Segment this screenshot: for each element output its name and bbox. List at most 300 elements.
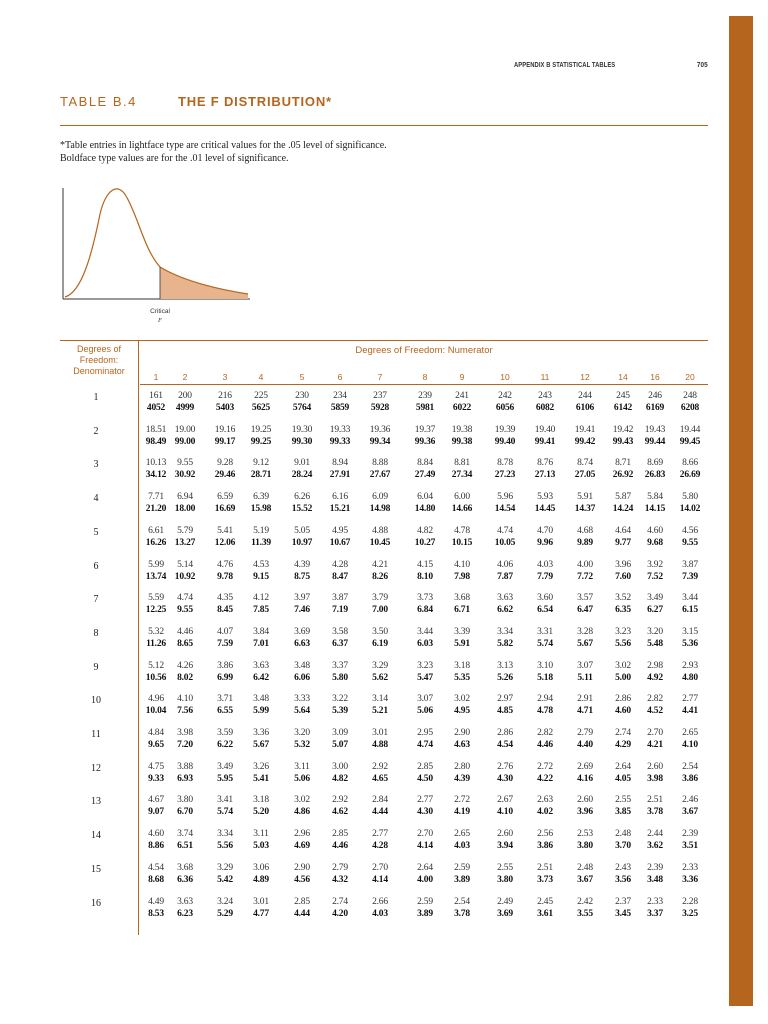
critical-value-05: 2.59 <box>417 896 433 907</box>
critical-value-05: 3.79 <box>372 593 388 604</box>
critical-value-05: 19.33 <box>329 424 351 435</box>
critical-value-05: 2.56 <box>537 829 553 840</box>
numerator-header: Degrees of Freedom: Numerator <box>355 345 493 356</box>
critical-value-01: 5.39 <box>332 706 348 717</box>
critical-value-01: 6208 <box>680 403 700 413</box>
critical-value-05: 2.90 <box>454 728 470 738</box>
critical-value-05: 3.00 <box>332 761 348 772</box>
critical-value-05: 8.81 <box>454 458 470 469</box>
row-label-df: 14 <box>91 830 101 842</box>
critical-value-05: 3.36 <box>253 728 269 738</box>
critical-value-01: 5.74 <box>537 638 553 649</box>
critical-value-05: 8.78 <box>497 458 513 469</box>
critical-value-05: 2.51 <box>537 862 553 873</box>
critical-value-05: 19.30 <box>291 424 313 435</box>
critical-value-01: 5.20 <box>253 807 269 818</box>
critical-value-05: 3.69 <box>294 626 310 637</box>
critical-value-01: 4.10 <box>682 740 698 750</box>
critical-value-05: 4.10 <box>454 559 470 570</box>
critical-value-05: 2.39 <box>682 829 698 840</box>
critical-value-05: 3.29 <box>372 660 388 671</box>
critical-value-05: 4.67 <box>148 795 164 806</box>
critical-value-01: 27.67 <box>369 470 391 481</box>
critical-value-05: 3.34 <box>217 829 233 840</box>
row-label-df: 5 <box>93 526 99 538</box>
critical-value-05: 4.06 <box>497 559 513 570</box>
critical-value-05: 3.01 <box>372 728 388 738</box>
critical-value-01: 14.66 <box>451 504 473 515</box>
table-top-rule <box>60 340 708 341</box>
critical-value-05: 19.42 <box>612 424 634 435</box>
critical-value-01: 14.15 <box>644 504 666 515</box>
critical-value-01: 11.26 <box>146 638 166 649</box>
critical-value-05: 3.09 <box>332 728 348 738</box>
critical-value-05: 3.58 <box>332 626 348 637</box>
critical-value-05: 4.75 <box>148 761 164 772</box>
critical-value-01: 8.45 <box>217 605 233 616</box>
critical-value-05: 3.33 <box>294 694 310 705</box>
critical-value-01: 3.45 <box>615 908 631 919</box>
critical-value-01: 10.15 <box>451 537 473 548</box>
critical-value-01: 6.15 <box>682 605 698 616</box>
critical-value-05: 9.01 <box>294 458 310 469</box>
critical-value-01: 4.60 <box>615 706 631 717</box>
critical-value-01: 14.80 <box>414 504 436 515</box>
critical-value-05: 2.82 <box>647 694 663 705</box>
critical-value-05: 3.49 <box>217 761 233 772</box>
critical-value-01: 4.86 <box>294 807 310 818</box>
row-label-df: 15 <box>91 863 101 875</box>
critical-value-05: 2.28 <box>682 896 698 907</box>
critical-value-01: 4.95 <box>454 706 470 717</box>
critical-value-01: 3.55 <box>577 908 593 919</box>
critical-value-05: 2.70 <box>417 829 433 840</box>
critical-value-05: 2.74 <box>615 728 631 738</box>
critical-value-01: 99.33 <box>329 436 351 447</box>
critical-value-05: 2.70 <box>372 862 388 873</box>
critical-value-01: 4.02 <box>537 807 553 818</box>
denominator-header-line: Freedom: <box>79 355 119 365</box>
critical-value-05: 2.70 <box>647 728 663 738</box>
critical-value-05: 5.05 <box>294 525 310 536</box>
column-header-df: 20 <box>685 372 695 382</box>
critical-value-05: 4.60 <box>647 525 663 536</box>
critical-value-01: 98.49 <box>145 436 167 447</box>
critical-value-01: 26.92 <box>612 470 634 481</box>
critical-value-01: 3.37 <box>647 908 663 919</box>
critical-value-01: 3.25 <box>682 908 698 919</box>
critical-value-05: 19.44 <box>679 424 701 435</box>
critical-value-05: 2.77 <box>417 795 433 806</box>
critical-value-05: 4.70 <box>537 525 553 536</box>
critical-value-05: 2.51 <box>647 795 663 806</box>
critical-value-05: 3.96 <box>615 559 631 570</box>
critical-value-01: 3.67 <box>577 874 593 885</box>
critical-value-01: 4.88 <box>372 740 388 750</box>
critical-value-01: 5.56 <box>615 638 631 649</box>
critical-value-01: 3.86 <box>537 841 553 852</box>
critical-value-05: 2.49 <box>497 896 513 907</box>
critical-value-05: 239 <box>418 391 432 401</box>
critical-value-01: 7.52 <box>647 571 663 582</box>
critical-value-05: 5.99 <box>148 559 164 570</box>
critical-value-01: 4.21 <box>647 740 663 750</box>
critical-value-01: 6056 <box>495 403 515 413</box>
critical-value-01: 28.24 <box>291 470 313 481</box>
critical-value-05: 3.02 <box>615 660 631 671</box>
critical-label: Critical <box>150 308 170 315</box>
critical-value-05: 8.69 <box>647 458 663 469</box>
critical-value-05: 19.37 <box>414 424 436 435</box>
critical-value-01: 5.80 <box>332 672 348 683</box>
critical-value-05: 3.60 <box>537 593 553 604</box>
column-header-df: 6 <box>337 372 343 382</box>
column-header-df: 14 <box>618 372 628 382</box>
critical-value-05: 2.46 <box>682 795 698 806</box>
critical-value-01: 3.89 <box>454 874 470 885</box>
critical-value-05: 243 <box>538 391 552 401</box>
critical-value-01: 6.47 <box>577 605 593 616</box>
critical-value-01: 4.54 <box>497 740 513 750</box>
critical-value-05: 2.74 <box>332 896 348 907</box>
row-label-df: 3 <box>93 459 99 471</box>
critical-value-05: 6.94 <box>177 492 193 503</box>
critical-value-05: 2.91 <box>577 694 593 705</box>
critical-value-01: 6022 <box>452 403 472 413</box>
critical-value-05: 2.66 <box>372 896 388 907</box>
critical-value-01: 4.30 <box>417 807 433 818</box>
column-header-df: 4 <box>258 372 264 382</box>
critical-value-01: 3.48 <box>647 874 663 885</box>
critical-value-05: 3.29 <box>217 862 233 873</box>
critical-value-05: 248 <box>683 391 697 401</box>
critical-value-01: 28.71 <box>250 470 272 481</box>
denominator-header <box>60 344 138 377</box>
critical-value-01: 4.28 <box>372 841 388 852</box>
critical-value-01: 10.45 <box>369 537 391 548</box>
critical-value-05: 4.64 <box>615 525 631 536</box>
critical-value-01: 4052 <box>146 403 166 413</box>
critical-value-05: 2.82 <box>537 728 553 738</box>
critical-region-fill <box>160 267 248 299</box>
row-label-df: 11 <box>91 729 101 740</box>
critical-value-01: 5.35 <box>454 672 470 683</box>
critical-value-05: 3.86 <box>217 660 233 671</box>
critical-value-05: 4.53 <box>253 559 269 570</box>
critical-value-01: 5.42 <box>217 874 233 885</box>
critical-value-05: 4.68 <box>577 525 593 536</box>
critical-value-05: 6.26 <box>294 492 310 503</box>
critical-value-01: 6.19 <box>372 638 388 649</box>
page-edge-color-bar <box>729 16 753 1006</box>
critical-value-05: 3.07 <box>417 694 433 705</box>
critical-value-01: 4.29 <box>615 740 631 750</box>
critical-value-01: 5.11 <box>577 672 593 683</box>
critical-value-01: 9.55 <box>682 537 698 548</box>
critical-value-01: 6.23 <box>177 908 193 919</box>
critical-value-05: 241 <box>455 391 469 401</box>
critical-value-01: 10.27 <box>414 537 436 548</box>
critical-value-05: 3.97 <box>294 593 310 604</box>
critical-value-01: 4.14 <box>417 841 433 852</box>
critical-value-01: 27.49 <box>414 470 436 481</box>
critical-value-05: 2.69 <box>577 761 593 772</box>
critical-value-05: 2.39 <box>647 862 663 873</box>
critical-value-05: 225 <box>254 391 268 401</box>
critical-value-05: 230 <box>295 391 309 401</box>
critical-value-01: 18.00 <box>174 504 196 515</box>
critical-value-01: 7.19 <box>332 605 348 616</box>
critical-value-01: 4.85 <box>497 706 513 717</box>
critical-value-01: 9.65 <box>148 740 164 750</box>
critical-value-01: 4.92 <box>647 672 663 683</box>
critical-value-01: 14.98 <box>369 504 391 515</box>
critical-value-01: 7.56 <box>177 706 193 717</box>
critical-value-01: 5.48 <box>647 638 663 649</box>
critical-value-05: 9.28 <box>217 458 233 469</box>
critical-value-05: 8.84 <box>417 458 433 469</box>
critical-value-05: 19.39 <box>494 424 516 435</box>
critical-value-05: 5.41 <box>217 525 233 536</box>
f-distribution-figure <box>60 184 250 330</box>
critical-value-05: 19.36 <box>369 424 391 435</box>
critical-value-01: 99.30 <box>291 436 313 447</box>
critical-value-05: 4.82 <box>417 525 433 536</box>
critical-value-01: 10.67 <box>329 537 351 548</box>
critical-value-05: 2.84 <box>372 795 388 806</box>
critical-value-01: 5859 <box>330 403 350 413</box>
critical-value-01: 6.37 <box>332 638 348 649</box>
critical-value-05: 3.98 <box>177 728 193 738</box>
critical-value-05: 3.87 <box>332 593 348 604</box>
critical-value-01: 26.83 <box>644 470 666 481</box>
critical-value-01: 7.46 <box>294 605 310 616</box>
title-rule <box>60 125 708 126</box>
critical-value-01: 4.39 <box>454 773 470 784</box>
critical-value-01: 7.00 <box>372 605 388 616</box>
critical-value-01: 99.45 <box>679 436 701 447</box>
critical-value-05: 3.23 <box>417 660 433 671</box>
row-label-df: 2 <box>93 425 99 437</box>
critical-value-05: 4.49 <box>148 896 164 907</box>
critical-value-01: 4.03 <box>372 908 388 919</box>
critical-value-05: 3.18 <box>454 660 470 671</box>
critical-value-05: 6.39 <box>253 492 269 503</box>
critical-value-01: 4.40 <box>577 740 593 750</box>
critical-value-05: 3.01 <box>253 896 269 907</box>
critical-value-01: 4.10 <box>497 807 513 818</box>
critical-value-01: 5764 <box>292 403 312 413</box>
critical-value-01: 34.12 <box>145 470 167 481</box>
critical-value-01: 4.63 <box>454 740 470 750</box>
critical-value-01: 27.13 <box>534 470 556 481</box>
critical-value-05: 2.85 <box>332 829 348 840</box>
critical-value-05: 3.18 <box>253 795 269 806</box>
critical-value-01: 9.07 <box>148 807 164 818</box>
critical-value-05: 2.64 <box>417 862 433 873</box>
critical-value-01: 7.60 <box>615 571 631 582</box>
critical-value-01: 9.77 <box>615 537 631 548</box>
critical-value-01: 8.02 <box>177 672 193 683</box>
row-label-df: 7 <box>93 594 99 606</box>
critical-value-01: 5.36 <box>682 638 698 649</box>
column-header-df: 16 <box>650 372 660 382</box>
critical-value-01: 4.52 <box>647 706 663 717</box>
critical-value-05: 3.20 <box>294 728 310 738</box>
critical-value-05: 3.80 <box>177 795 193 806</box>
critical-value-01: 8.26 <box>372 571 388 582</box>
critical-value-01: 5.64 <box>294 706 310 717</box>
critical-value-01: 99.42 <box>574 436 596 447</box>
critical-value-05: 8.66 <box>682 458 698 469</box>
critical-value-05: 3.63 <box>253 660 269 671</box>
critical-value-01: 4.22 <box>537 773 553 784</box>
critical-value-01: 9.96 <box>537 537 553 548</box>
critical-value-01: 6.55 <box>217 706 233 717</box>
critical-value-01: 6.22 <box>217 740 233 750</box>
critical-value-05: 3.28 <box>577 626 593 637</box>
critical-value-01: 3.51 <box>682 841 698 852</box>
critical-value-01: 14.02 <box>679 504 701 515</box>
critical-value-05: 2.44 <box>647 829 663 840</box>
critical-value-05: 216 <box>218 391 232 401</box>
column-header-df: 11 <box>540 372 550 382</box>
critical-value-01: 8.10 <box>417 571 433 582</box>
critical-value-05: 3.63 <box>177 896 193 907</box>
critical-value-05: 3.06 <box>253 862 269 873</box>
critical-value-01: 27.91 <box>329 470 351 481</box>
critical-value-01: 4.05 <box>615 773 631 784</box>
row-label-df: 4 <box>93 493 99 505</box>
critical-value-01: 7.72 <box>577 571 593 582</box>
critical-value-05: 3.07 <box>577 660 593 671</box>
critical-value-01: 99.44 <box>644 436 666 447</box>
critical-value-01: 6.03 <box>417 638 433 649</box>
critical-value-01: 10.56 <box>145 672 167 683</box>
critical-label-f: F <box>158 317 162 324</box>
critical-value-05: 5.96 <box>497 492 513 503</box>
critical-value-01: 7.87 <box>497 571 513 582</box>
critical-value-01: 99.41 <box>534 436 556 447</box>
critical-value-01: 27.23 <box>494 470 516 481</box>
critical-value-05: 3.22 <box>332 694 348 705</box>
critical-value-05: 3.87 <box>682 559 698 570</box>
critical-value-01: 7.20 <box>177 740 193 750</box>
critical-value-01: 9.33 <box>148 773 164 784</box>
row-label-df: 9 <box>93 661 99 673</box>
critical-value-01: 4.03 <box>454 841 470 852</box>
critical-value-01: 7.85 <box>253 605 269 616</box>
critical-value-01: 4.62 <box>332 807 348 818</box>
critical-value-05: 4.60 <box>148 829 164 840</box>
critical-value-05: 2.42 <box>577 896 593 907</box>
critical-value-05: 2.65 <box>682 728 698 738</box>
critical-value-05: 4.03 <box>537 559 553 570</box>
critical-value-05: 2.86 <box>497 728 513 738</box>
critical-value-01: 9.55 <box>177 605 193 616</box>
critical-value-05: 3.49 <box>647 593 663 604</box>
critical-value-05: 2.59 <box>454 862 470 873</box>
critical-value-01: 6.63 <box>294 638 310 649</box>
critical-value-05: 5.32 <box>148 626 164 637</box>
critical-value-01: 5.03 <box>253 841 269 852</box>
column-header-df: 3 <box>222 372 228 382</box>
critical-value-01: 14.37 <box>574 504 596 515</box>
critical-value-05: 2.43 <box>615 862 631 873</box>
critical-value-01: 9.89 <box>577 537 593 548</box>
critical-value-01: 6106 <box>575 403 595 413</box>
critical-value-05: 2.80 <box>454 761 470 772</box>
critical-value-05: 3.37 <box>332 660 348 671</box>
critical-value-05: 10.13 <box>145 458 167 469</box>
critical-value-05: 8.74 <box>577 458 593 469</box>
critical-value-01: 5.67 <box>577 638 593 649</box>
running-head-title: APPENDIX B STATISTICAL TABLES <box>514 60 616 69</box>
critical-value-05: 3.52 <box>615 593 631 604</box>
critical-value-05: 3.59 <box>217 728 233 738</box>
critical-value-01: 6.54 <box>537 605 553 616</box>
column-header-df: 5 <box>299 372 305 382</box>
critical-value-05: 8.71 <box>615 458 631 469</box>
critical-value-05: 3.11 <box>253 829 269 840</box>
critical-value-01: 5.62 <box>372 672 388 683</box>
critical-value-05: 5.59 <box>148 593 164 604</box>
critical-value-01: 7.79 <box>537 571 553 582</box>
critical-value-05: 9.55 <box>177 458 193 469</box>
critical-value-01: 4.16 <box>577 773 593 784</box>
f-distribution-curve <box>65 189 248 297</box>
critical-value-01: 6.62 <box>497 605 513 616</box>
critical-value-05: 3.13 <box>497 660 513 671</box>
column-header-df: 7 <box>377 372 383 382</box>
critical-value-01: 5.07 <box>332 740 348 750</box>
critical-value-01: 5.06 <box>417 706 433 717</box>
column-header-df: 12 <box>580 372 590 382</box>
critical-value-01: 4.44 <box>294 908 310 919</box>
critical-value-05: 2.79 <box>577 728 593 738</box>
critical-value-05: 3.11 <box>294 761 310 772</box>
critical-value-01: 99.43 <box>612 436 634 447</box>
denominator-header-line: Degrees of <box>76 344 122 354</box>
critical-value-01: 99.00 <box>174 436 196 447</box>
critical-value-01: 3.98 <box>647 773 663 784</box>
critical-value-05: 3.24 <box>217 896 233 907</box>
critical-value-05: 6.61 <box>148 525 164 536</box>
row-label-df: 6 <box>93 560 99 572</box>
critical-value-01: 16.69 <box>214 504 236 515</box>
critical-value-05: 2.97 <box>497 694 513 705</box>
critical-value-05: 8.94 <box>332 458 348 469</box>
critical-value-05: 4.21 <box>372 559 388 570</box>
critical-value-05: 3.63 <box>497 593 513 604</box>
critical-value-01: 10.04 <box>145 706 167 717</box>
critical-value-01: 6.35 <box>615 605 631 616</box>
critical-value-05: 2.94 <box>537 694 553 705</box>
critical-value-01: 4.71 <box>577 706 593 717</box>
critical-value-01: 4.77 <box>253 908 269 919</box>
critical-value-01: 9.15 <box>253 571 269 582</box>
critical-value-05: 4.95 <box>332 525 348 536</box>
critical-value-01: 6.42 <box>253 672 269 683</box>
critical-value-05: 2.95 <box>417 728 433 738</box>
critical-value-05: 2.37 <box>615 896 631 907</box>
critical-value-01: 5.18 <box>537 672 553 683</box>
critical-value-01: 4.82 <box>332 773 348 784</box>
critical-value-05: 5.79 <box>177 525 193 536</box>
critical-value-01: 7.01 <box>253 638 269 649</box>
critical-value-05: 19.00 <box>174 424 196 435</box>
critical-value-05: 19.43 <box>644 424 666 435</box>
